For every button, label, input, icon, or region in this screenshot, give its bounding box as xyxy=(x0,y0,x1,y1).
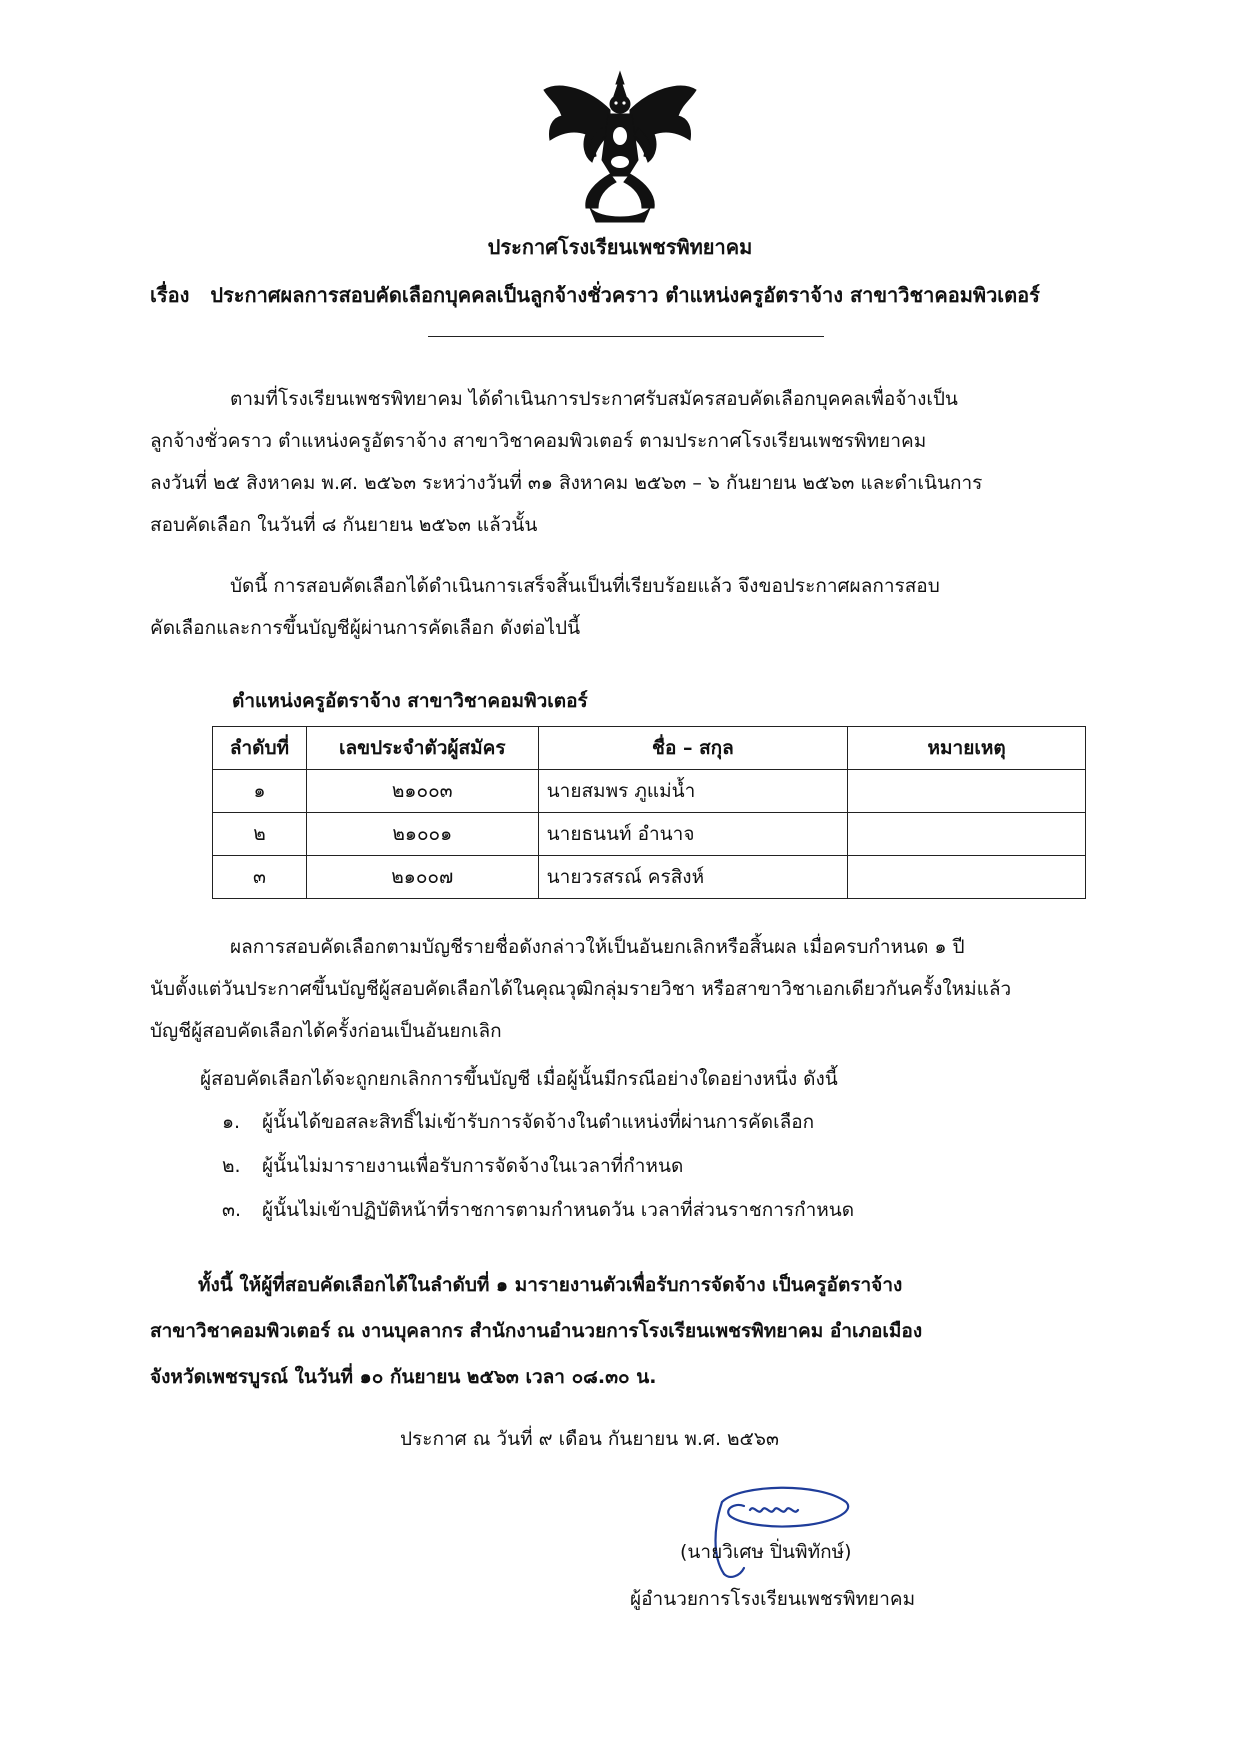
list-item-number: ๓. xyxy=(222,1199,242,1221)
col-header-rank: ลำดับที่ xyxy=(213,727,307,770)
table-row xyxy=(213,813,1086,856)
list-item xyxy=(222,1188,854,1232)
header-divider xyxy=(428,336,824,337)
paragraph-report-instructions xyxy=(150,1262,922,1400)
paragraph-line: สาขาวิชาคอมพิวเตอร์ ณ งานบุคลากร สำนักงานอำนวยการโรงเรียนเพชรพิทยาคม อำเภอเมือง xyxy=(150,1320,923,1342)
cell-name: นายสมพร ภูแม่น้ำ xyxy=(538,770,848,813)
cell-applicant-id: ๒๑๐๐๗ xyxy=(306,856,538,899)
paragraph-line: ผลการสอบคัดเลือกตามบัญชีรายชื่อดังกล่าวให้เป็นอันยกเลิกหรือสิ้นผล เมื่อครบกำหนด ๑ ปี xyxy=(230,936,965,958)
list-item-number: ๒. xyxy=(222,1155,241,1177)
list-item-text: ผู้นั้นไม่เข้าปฏิบัติหน้าที่ราชการตามกำหนดวัน เวลาที่ส่วนราชการกำหนด xyxy=(262,1199,855,1221)
announcement-date: ประกาศ ณ วันที่ ๙ เดือน กันยายน พ.ศ. ๒๕๖๓ xyxy=(400,1428,779,1450)
signer-name: (นายวิเศษ ปิ่นพิทักษ์) xyxy=(680,1541,852,1563)
list-item-text: ผู้นั้นได้ขอสละสิทธิ์ไม่เข้ารับการจัดจ้างในตำแหน่งที่ผ่านการคัดเลือก xyxy=(262,1111,815,1133)
subject-line xyxy=(150,280,1040,310)
paragraph-line: ทั้งนี้ ให้ผู้ที่สอบคัดเลือกได้ในลำดับที่ ๑ มารายงานตัวเพื่อรับการจัดจ้าง เป็นครูอัตราจ้าง xyxy=(198,1274,903,1296)
announcement-title: ประกาศโรงเรียนเพชรพิทยาคม xyxy=(487,235,753,259)
garuda-emblem-icon xyxy=(540,70,700,230)
results-table xyxy=(212,726,1086,899)
table-row xyxy=(213,856,1086,899)
paragraph-result-intro xyxy=(150,565,1090,649)
table-header-row xyxy=(213,727,1086,770)
subject-label: เรื่อง xyxy=(150,283,190,307)
paragraph-line: คัดเลือกและการขึ้นบัญชีผู้ผ่านการคัดเลือก ดังต่อไปนี้ xyxy=(150,617,581,639)
signature-icon xyxy=(700,1476,860,1586)
col-header-note: หมายเหตุ xyxy=(848,727,1086,770)
position-title: ตำแหน่งครูอัตราจ้าง สาขาวิชาคอมพิวเตอร์ xyxy=(232,690,588,712)
cancellation-conditions-list xyxy=(222,1100,854,1232)
paragraph-line: บัญชีผู้สอบคัดเลือกได้ครั้งก่อนเป็นอันยกเลิก xyxy=(150,1020,502,1042)
col-header-applicant-id: เลขประจำตัวผู้สมัคร xyxy=(306,727,538,770)
list-item-number: ๑. xyxy=(222,1111,241,1133)
cell-note xyxy=(848,813,1086,856)
cell-applicant-id: ๒๑๐๐๓ xyxy=(306,770,538,813)
paragraph-cancellation-intro: ผู้สอบคัดเลือกได้จะถูกยกเลิกการขึ้นบัญชี เมื่อผู้นั้นมีกรณีอย่างใดอย่างหนึ่ง ดังนี้ xyxy=(200,1068,838,1090)
list-item-text: ผู้นั้นไม่มารายงานเพื่อรับการจัดจ้างในเวลาที่กำหนด xyxy=(262,1155,684,1177)
signer-title: ผู้อำนวยการโรงเรียนเพชรพิทยาคม xyxy=(630,1588,916,1610)
paragraph-line: ตามที่โรงเรียนเพชรพิทยาคม ได้ดำเนินการประกาศรับสมัครสอบคัดเลือกบุคคลเพื่อจ้างเป็น xyxy=(230,388,958,410)
paragraph-line: จังหวัดเพชรบูรณ์ ในวันที่ ๑๐ กันยายน ๒๕๖๓ เวลา ๐๘.๓๐ น. xyxy=(150,1366,657,1388)
paragraph-line: บัดนี้ การสอบคัดเลือกได้ดำเนินการเสร็จสิ้นเป็นที่เรียบร้อยแล้ว จึงขอประกาศผลการสอบ xyxy=(230,575,940,597)
table-row xyxy=(213,770,1086,813)
cell-applicant-id: ๒๑๐๐๑ xyxy=(306,813,538,856)
cell-name: นายธนนท์ อำนาจ xyxy=(538,813,848,856)
paragraph-line: ลงวันที่ ๒๕ สิงหาคม พ.ศ. ๒๕๖๓ ระหว่างวันที่ ๓๑ สิงหาคม ๒๕๖๓ – ๖ กันยายน ๒๕๖๓ และดำเนินการ xyxy=(150,472,983,494)
col-header-name: ชื่อ – สกุล xyxy=(538,727,848,770)
paragraph-validity xyxy=(150,926,1090,1052)
cell-note xyxy=(848,856,1086,899)
cell-note xyxy=(848,770,1086,813)
cell-name: นายวรสรณ์ ครสิงห์ xyxy=(538,856,848,899)
cell-rank: ๑ xyxy=(213,770,307,813)
paragraph-line: นับตั้งแต่วันประกาศขึ้นบัญชีผู้สอบคัดเลือกได้ในคุณวุฒิกลุ่มรายวิชา หรือสาขาวิชาเอกเดียวกันครั้งใหม่แล้ว xyxy=(150,978,1012,1000)
cell-rank: ๒ xyxy=(213,813,307,856)
list-item xyxy=(222,1100,854,1144)
paragraph-line: ลูกจ้างชั่วคราว ตำแหน่งครูอัตราจ้าง สาขาวิชาคอมพิวเตอร์ ตามประกาศโรงเรียนเพชรพิทยาคม xyxy=(150,430,927,452)
cell-rank: ๓ xyxy=(213,856,307,899)
subject-text: ประกาศผลการสอบคัดเลือกบุคคลเป็นลูกจ้างชั่วคราว ตำแหน่งครูอัตราจ้าง สาขาวิชาคอมพิวเตอร์ xyxy=(210,283,1040,307)
paragraph-line: สอบคัดเลือก ในวันที่ ๘ กันยายน ๒๕๖๓ แล้วนั้น xyxy=(150,514,538,536)
list-item xyxy=(222,1144,854,1188)
paragraph-background xyxy=(150,378,1090,546)
